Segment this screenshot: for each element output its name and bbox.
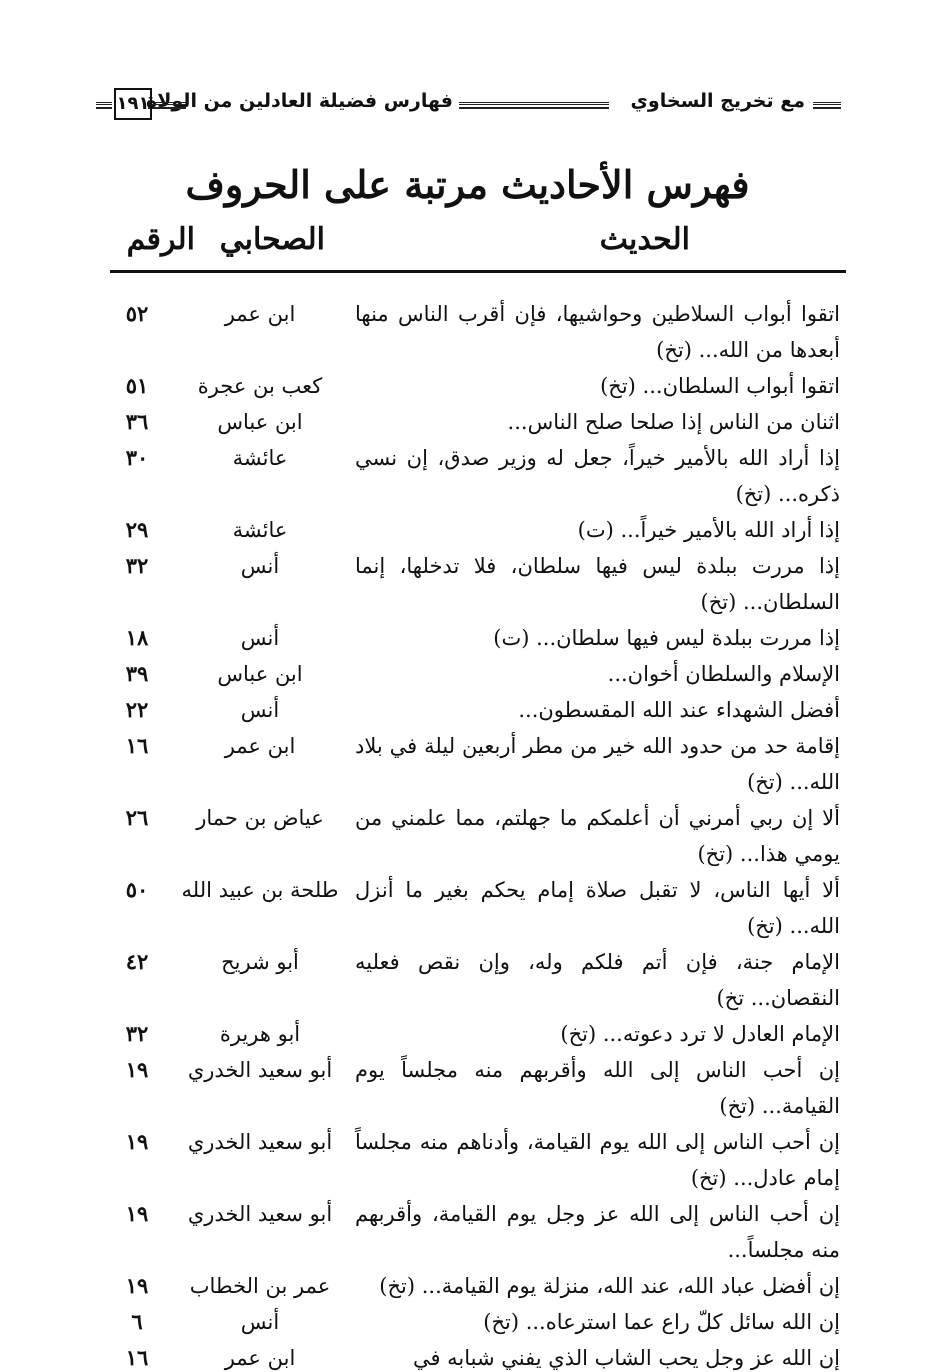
entry-number: ٢٦ [125, 805, 149, 830]
entry-sahabi: ابن عمر [224, 302, 296, 326]
entry-sahabi: أبو شريح [221, 950, 299, 974]
entry-sahabi: أنس [240, 1310, 280, 1334]
running-header-section-title: فهارس فضيلة العادلين من الولاة [146, 90, 453, 112]
header-divider [110, 270, 846, 273]
entry-sahabi: أنس [240, 554, 280, 578]
index-entry [110, 1124, 840, 1196]
entry-number: ٤٢ [125, 949, 149, 974]
index-entry [110, 296, 840, 368]
entry-number: ٣٦ [125, 409, 149, 434]
entry-number: ١٦ [125, 1345, 149, 1370]
column-headers [110, 222, 845, 266]
index-entry [110, 620, 840, 656]
entry-number: ٥٢ [125, 301, 149, 326]
entry-number: ١٦ [125, 733, 149, 758]
entry-number: ١٨ [125, 625, 149, 650]
index-entry [110, 692, 840, 728]
index-entry [110, 800, 840, 872]
entry-number: ٥٠ [125, 877, 149, 902]
entry-sahabi: أبو هريرة [219, 1022, 301, 1046]
header-ornament-rule [96, 102, 112, 109]
entry-hadith-text: اثنان من الناس إذا صلحا صلح الناس... [507, 410, 840, 434]
index-entry [110, 440, 840, 512]
index-entry [110, 1304, 840, 1340]
entry-number: ١٩ [125, 1057, 149, 1082]
entry-number: ١٩ [125, 1201, 149, 1226]
index-entry [110, 1052, 840, 1124]
entry-sahabi: أنس [240, 626, 280, 650]
entry-sahabi: طلحة بن عبيد الله [181, 878, 339, 902]
entry-number: ٣٠ [125, 445, 149, 470]
running-header-book-title: مع تخريج السخاوي [630, 90, 805, 112]
running-header [96, 88, 841, 122]
entry-hadith-text: إن الله عز وجل يحب الشاب الذي يفني شبابه في [412, 1346, 840, 1370]
entry-hadith-text: إن أحب الناس إلى الله عز وجل يوم القيامة، وأقربهم منه مجلساً... [355, 1202, 840, 1262]
entry-number: ٥١ [125, 373, 149, 398]
entry-hadith-text: إذا أراد الله بالأمير خيراً... (ت) [577, 518, 840, 542]
entry-hadith-text: ألا أيها الناس، لا تقبل صلاة إمام يحكم بغير ما أنزل الله... (تخ) [355, 878, 840, 938]
entry-sahabi: عمر بن الخطاب [189, 1274, 331, 1298]
entry-hadith-text: إقامة حد من حدود الله خير من مطر أربعين ليلة في بلاد الله... (تخ) [355, 734, 840, 794]
entry-hadith-text: أفضل الشهداء عند الله المقسطون... [518, 698, 840, 722]
entry-number: ١٩ [125, 1273, 149, 1298]
entry-hadith-text: إذا مررت ببلدة ليس فيها سلطان... (ت) [493, 626, 840, 650]
page-number: ١٩١ [114, 88, 152, 120]
entry-hadith-text: اتقوا أبواب السلاطين وحواشيها، فإن أقرب الناس منها أبعدها من الله... (تخ) [355, 302, 840, 362]
index-entry [110, 728, 840, 800]
index-entry [110, 1016, 840, 1052]
entry-sahabi: أبو سعيد الخدري [187, 1202, 333, 1226]
header-ornament-rule [148, 102, 186, 109]
entry-sahabi: عائشة [232, 446, 288, 470]
entry-sahabi: ابن عمر [224, 1346, 296, 1370]
index-entry [110, 1196, 840, 1268]
entry-hadith-text: إن أحب الناس إلى الله يوم القيامة، وأدناهم منه مجلساً إمام عادل... (تخ) [355, 1130, 840, 1190]
entry-number: ١٩ [125, 1129, 149, 1154]
entry-hadith-text: إن أحب الناس إلى الله وأقربهم منه مجلساً يوم القيامة... (تخ) [355, 1058, 840, 1118]
entry-hadith-text: إذا أراد الله بالأمير خيراً، جعل له وزير صدق، إن نسي ذكره... (تخ) [355, 446, 840, 506]
entry-hadith-text: إن أفضل عباد الله، عند الله، منزلة يوم القيامة... (تخ) [379, 1274, 840, 1298]
index-entry [110, 944, 840, 1016]
index-entry [110, 404, 840, 440]
entry-number: ٦ [131, 1309, 143, 1334]
entry-sahabi: ابن عباس [217, 410, 303, 434]
entry-sahabi: عياض بن حمار [196, 806, 324, 830]
header-ornament-rule [813, 102, 841, 109]
entry-number: ٣٢ [125, 553, 149, 578]
entry-number: ٣٩ [125, 661, 149, 686]
entry-sahabi: أبو سعيد الخدري [187, 1058, 333, 1082]
index-entry [110, 1340, 840, 1372]
entry-sahabi: أبو سعيد الخدري [187, 1130, 333, 1154]
entry-sahabi: أنس [240, 698, 280, 722]
index-entry [110, 1268, 840, 1304]
index-title: فهرس الأحاديث مرتبة على الحروف [185, 162, 750, 207]
index-entry [110, 872, 840, 944]
column-header-hadith: الحديث [599, 222, 690, 257]
column-header-number: الرقم [126, 222, 195, 257]
index-entry [110, 548, 840, 620]
index-entry [110, 512, 840, 548]
index-entry [110, 368, 840, 404]
column-header-sahabi: الصحابي [219, 222, 325, 257]
entry-sahabi: ابن عمر [224, 734, 296, 758]
entry-hadith-text: إن الله سائل كلّ راع عما استرعاه... (تخ) [483, 1310, 840, 1334]
entry-hadith-text: اتقوا أبواب السلطان... (تخ) [600, 374, 840, 398]
index-entry [110, 656, 840, 692]
entry-hadith-text: إذا مررت ببلدة ليس فيها سلطان، فلا تدخلها، إنما السلطان... (تخ) [355, 554, 840, 614]
entry-hadith-text: الإمام العادل لا ترد دعوته... (تخ) [560, 1022, 840, 1046]
entry-number: ٢٩ [125, 517, 149, 542]
entry-hadith-text: ألا إن ربي أمرني أن أعلمكم ما جهلتم، مما علمني من يومي هذا... (تخ) [355, 806, 840, 866]
entry-sahabi: عائشة [232, 518, 288, 542]
entry-sahabi: ابن عباس [217, 662, 303, 686]
entry-sahabi: كعب بن عجرة [197, 374, 323, 398]
entry-hadith-text: الإمام جنة، فإن أتم فلكم وله، وإن نقص فعليه النقصان... تخ) [355, 950, 840, 1010]
header-ornament-rule [459, 102, 609, 109]
hadith-index-list [110, 296, 840, 1372]
entry-number: ٢٢ [125, 697, 149, 722]
entry-hadith-text: الإسلام والسلطان أخوان... [607, 662, 840, 686]
entry-number: ٣٢ [125, 1021, 149, 1046]
